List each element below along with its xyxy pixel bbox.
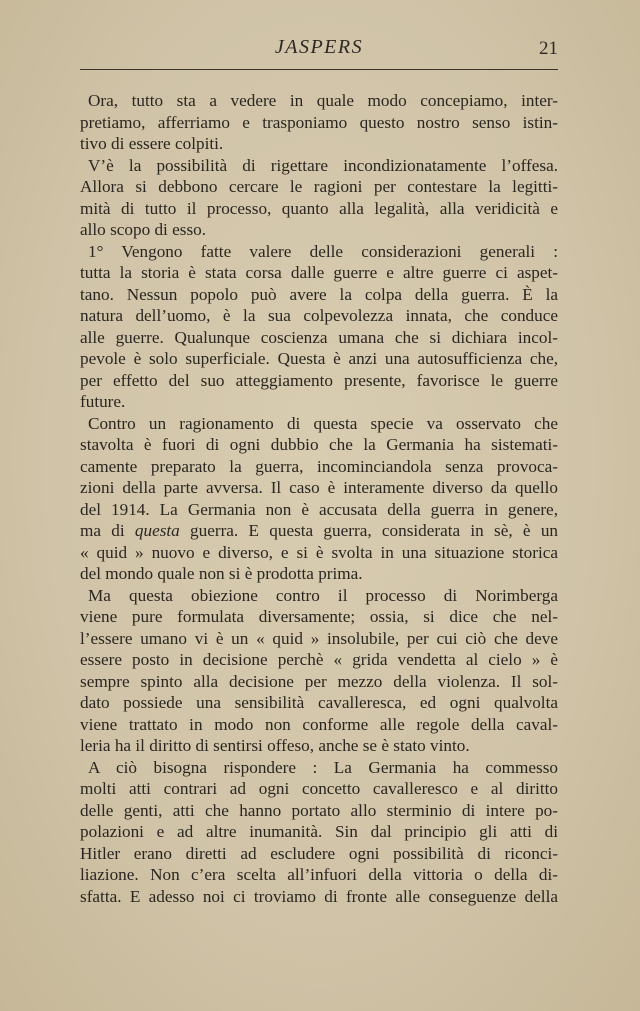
text-line: delle genti, atti che hanno portato allo sterminio di intere po- (80, 800, 558, 820)
text-line: viene pure formulata diversamente; ossia, si dice che nel- (80, 607, 558, 626)
text-line: tivo di essere colpiti. (80, 134, 224, 153)
emphasized-word: questa (134, 521, 180, 540)
text-line (80, 520, 558, 542)
text-line: natura dell’uomo, è la sua colpevolezza innata, che conduce (80, 306, 558, 325)
text-line: A ciò bisogna rispondere : La Germania ha commesso (88, 757, 558, 777)
text-line: allo scopo di esso. (80, 220, 207, 239)
text-line: sfatta. E adesso noi ci troviamo di fronte alle conseguenze della (80, 886, 558, 906)
running-head: JASPERS (274, 36, 364, 58)
text-line: future. (80, 392, 126, 411)
text-line: zioni della parte avversa. Il caso è interamente diverso da quello (80, 478, 558, 497)
text-line: sempre spinto alla decisione per mezzo della violenza. Il sol- (80, 671, 558, 691)
text-line: 1° Vengono fatte valere delle considerazioni generali : (88, 241, 558, 261)
text-line: Ma questa obiezione contro il processo di Norimberga (88, 585, 558, 605)
text-line: dato possiede una sensibilità cavalleresca, ed ogni qualvolta (80, 693, 558, 712)
page-header (80, 36, 558, 66)
text-line: Hitler erano diretti ad escludere ogni possibilità di riconci- (80, 843, 558, 863)
text-line: leria ha il diritto di sentirsi offeso, anche se è stato vinto. (80, 736, 470, 755)
text-line: Ora, tutto sta a vedere in quale modo concepiamo, inter- (88, 91, 558, 110)
text-line: essere posto in decisione perchè « grida vendetta al cielo » è (80, 650, 558, 669)
text-line: pretiamo, afferriamo e trasponiamo questo nostro senso istin- (80, 112, 558, 132)
text-line: « quid » nuovo e diverso, e si è svolta in una situazione storica (80, 542, 558, 562)
text-segment: guerra. E questa guerra, considerata in sè, è un (179, 521, 558, 540)
text-line: molti atti contrari ad ogni concetto cavalleresco e al diritto (80, 779, 558, 798)
page-number: 21 (539, 38, 558, 59)
text-line: Allora si debbono cercare le ragioni per contestare la legitti- (80, 177, 558, 196)
text-line: V’è la possibilità di rigettare incondizionatamente l’offesa. (88, 155, 558, 175)
text-line: Contro un ragionamento di questa specie va osservato che (88, 413, 558, 433)
text-line: per effetto del suo atteggiamento presente, favorisce le guerre (80, 370, 558, 390)
text-line: mità di tutto il processo, quanto alla legalità, alla veridicità e (80, 198, 558, 218)
text-line: polazioni e ad altre inumanità. Sin dal principio gli atti di (80, 822, 558, 841)
text-line: camente preparato la guerra, incominciandola senza provoca- (80, 456, 558, 476)
text-line: del mondo quale non si è prodotta prima. (80, 564, 363, 583)
text-line: alle guerre. Qualunque coscienza umana che si dichiara incol- (80, 327, 558, 347)
text-segment: ma di (80, 521, 135, 540)
text-line: viene trattato in modo non conforme alle regole della caval- (80, 714, 558, 734)
text-line: tutta la storia è stata corsa dalle guerre e altre guerre ci aspet- (80, 263, 558, 282)
text-line: liazione. Non c’era scelta all’infuori della vittoria o della di- (80, 865, 558, 884)
text-line: stavolta è fuori di ogni dubbio che la Germania ha sistemati- (80, 435, 558, 454)
text-line: del 1914. La Germania non è accusata della guerra in genere, (80, 499, 558, 519)
header-rule (80, 69, 558, 70)
body-text (80, 90, 558, 907)
text-line: tano. Nessun popolo può avere la colpa della guerra. È la (80, 284, 558, 304)
text-line: l’essere umano vi è un « quid » insolubile, per cui ciò che deve (80, 628, 558, 648)
text-line: pevole è solo superficiale. Questa è anzi una autosufficienza che, (80, 349, 558, 368)
